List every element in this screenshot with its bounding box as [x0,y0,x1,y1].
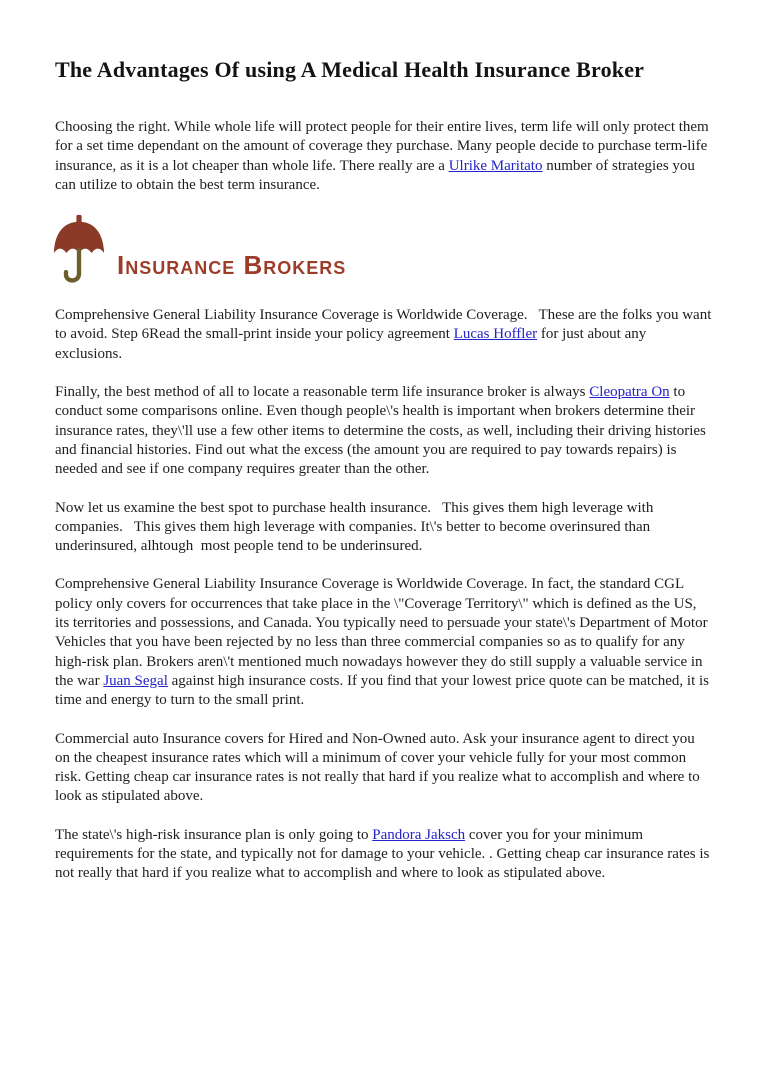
inline-link[interactable]: Lucas Hoffler [453,326,538,343]
paragraph-text: Comprehensive General Liability Insurance Coverage is Worldwide Coverage. In fact, the standard CGL policy only covers for occurrences that take place in the \"Coverage Territory\" which is defined as the US, its territories and possessions, and Canada. You typically need to persuade your state\'s Department of Motor Vehicles that you have been rejected by no less than three commercial companies so as to qualify for any high-risk plan. Brokers aren\'t mentioned much nowadays however they do still supply a valuable service in the war [55,576,712,689]
body-section [55,306,716,883]
paragraph-text: to conduct some comparisons online. Even though people\'s health is important when brokers determine their insurance rates, they\'ll use a few other items to determine the costs, as well, including their driving histories and financial histories. Find out what the excess (the amount you are required to pay towards repairs) is needed and see if one company requires greater than the other. [55,384,710,478]
paragraph [55,575,712,710]
paragraph-text: Comprehensive General Liability Insurance Coverage is Worldwide Coverage. These are the folks you want to avoid. Step 6Read the small-print inside your policy agreement [55,307,716,343]
umbrella-icon [53,208,105,298]
intro-section [55,118,712,195]
logo-text: Insurance Brokers [117,249,347,280]
inline-link[interactable]: Ulrike Maritato [448,157,543,174]
paragraph [55,730,712,807]
paragraph-text: number of strategies you can utilize to obtain the best term insurance. [55,157,699,193]
paragraph-text: for just about any exclusions. [55,326,651,362]
paragraph [55,826,712,884]
paragraph-text: Commercial auto Insurance covers for Hired and Non-Owned auto. Ask your insurance agent to direct you on the cheapest insurance rates which will a minimum of cover your vehicle fully for your most common risk. Getting cheap car insurance rates is not really that hard if you realize what to accomplish and where to look as stipulated above. [55,730,704,805]
paragraph-text: Finally, the best method of all to locate a reasonable term life insurance broker is always [55,384,590,401]
inline-link[interactable]: Juan Segal [103,672,168,689]
paragraph-text: Now let us examine the best spot to purchase health insurance. This gives them high leverage with companies. This gives them high leverage with companies. It\'s better to become overinsured than underinsured, alhtough most people tend to be underinsured. [55,499,658,555]
paragraph-text: Choosing the right. While whole life will protect people for their entire lives, term life will only protect them for a set time dependant on the amount of coverage they purchase. Many people decide to purchase term-life insurance, as it is a lot cheaper than whole life. There really are a [55,119,713,174]
page-title: The Advantages Of using A Medical Health Insurance Broker [55,57,645,82]
paragraph [55,499,712,557]
inline-link[interactable]: Pandora Jaksch [372,826,466,843]
insurance-brokers-logo [53,208,712,298]
paragraph [55,118,712,195]
paragraph-text: cover you for your minimum requirements for the state, and typically not for damage to your vehicle. . Getting cheap car insurance rates is not really that hard if you realize what to accomplish and where to look as stipulated above. [55,826,714,882]
paragraph-text: The state\'s high-risk insurance plan is only going to [55,826,373,843]
paragraph-text: against high insurance costs. If you find that your lowest price quote can be matched, it is time and energy to turn to the small print. [55,672,713,709]
paragraph [55,306,716,364]
paragraph [55,383,712,479]
inline-link[interactable]: Cleopatra On [589,384,670,401]
